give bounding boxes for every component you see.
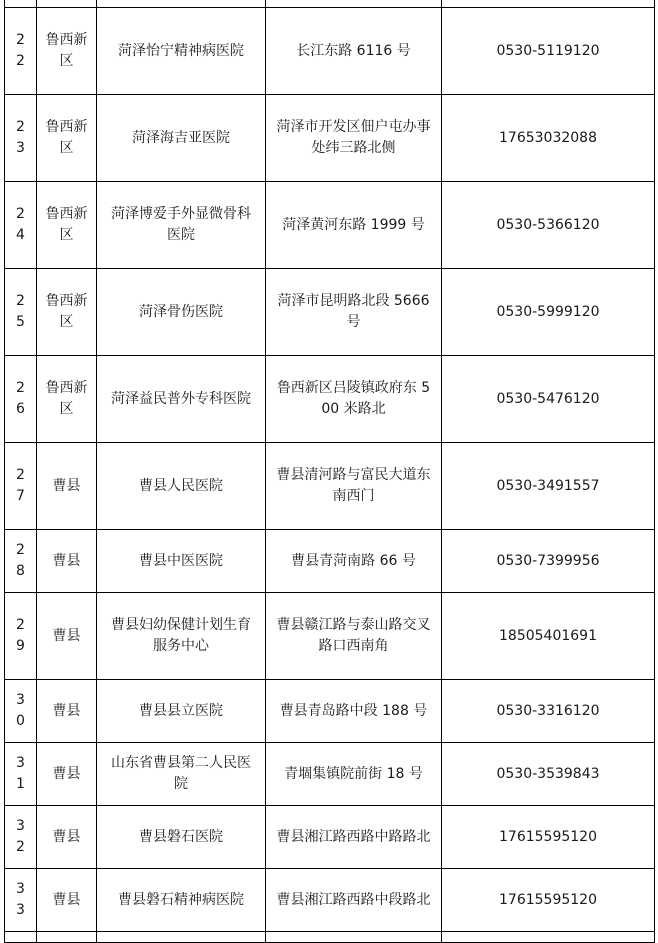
address-cell: 曹县青岛路中段 188 号 — [266, 680, 442, 743]
hospital-name-cell: 菏泽益民普外专科医院 — [97, 356, 266, 443]
row-number: 22 — [5, 8, 37, 95]
district-cell: 曹县 — [37, 443, 97, 530]
row-number: 31 — [5, 743, 37, 806]
district-cell: 曹县 — [37, 743, 97, 806]
phone-cell: 0530-5119120 — [442, 8, 655, 95]
table-row — [5, 443, 655, 530]
phone-cell: 0530-3491557 — [442, 443, 655, 530]
phone-cell: 17653032088 — [442, 95, 655, 182]
phone-cell: 0530-7399956 — [442, 530, 655, 593]
address-cell: 曹县湘江路西路中段路北 — [266, 869, 442, 932]
phone-cell: 17615595120 — [442, 806, 655, 869]
hospital-name-cell: 曹县县立医院 — [97, 680, 266, 743]
row-number: 25 — [5, 269, 37, 356]
table-row — [5, 269, 655, 356]
table-row — [5, 743, 655, 806]
phone-cell: 0530-5366120 — [442, 182, 655, 269]
hospital-name-cell: 菏泽怡宁精神病医院 — [97, 8, 266, 95]
hospital-name-cell: 曹县磐石医院 — [97, 806, 266, 869]
table-cell — [37, 932, 97, 943]
phone-cell: 18505401691 — [442, 593, 655, 680]
hospital-name-cell: 曹县磐石精神病医院 — [97, 869, 266, 932]
table-cell — [5, 932, 37, 943]
phone-cell: 0530-3539843 — [442, 743, 655, 806]
table-row — [5, 530, 655, 593]
table-cell — [266, 0, 442, 8]
hospital-name-cell: 菏泽骨伤医院 — [97, 269, 266, 356]
table-row-partial-bottom — [5, 932, 655, 943]
table-row — [5, 869, 655, 932]
address-cell: 曹县赣江路与泰山路交叉路口西南角 — [266, 593, 442, 680]
table-row — [5, 182, 655, 269]
table-row — [5, 356, 655, 443]
table-cell — [97, 0, 266, 8]
row-number: 27 — [5, 443, 37, 530]
district-cell: 鲁西新区 — [37, 356, 97, 443]
row-number: 33 — [5, 869, 37, 932]
table-cell — [266, 932, 442, 943]
district-cell: 鲁西新区 — [37, 182, 97, 269]
row-number: 24 — [5, 182, 37, 269]
district-cell: 鲁西新区 — [37, 8, 97, 95]
address-cell: 曹县湘江路西路中路路北 — [266, 806, 442, 869]
table-row — [5, 593, 655, 680]
district-cell: 鲁西新区 — [37, 95, 97, 182]
address-cell: 鲁西新区吕陵镇政府东 500 米路北 — [266, 356, 442, 443]
table-row — [5, 680, 655, 743]
phone-cell: 0530-5999120 — [442, 269, 655, 356]
district-cell: 曹县 — [37, 680, 97, 743]
row-number: 26 — [5, 356, 37, 443]
address-cell: 菏泽市开发区佃户屯办事处纬三路北侧 — [266, 95, 442, 182]
table-cell — [5, 0, 37, 8]
district-cell: 曹县 — [37, 869, 97, 932]
hospital-name-cell: 曹县中医医院 — [97, 530, 266, 593]
hospital-name-cell: 菏泽博爱手外显微骨科医院 — [97, 182, 266, 269]
row-number: 23 — [5, 95, 37, 182]
district-cell: 鲁西新区 — [37, 269, 97, 356]
table-row-partial-top — [5, 0, 655, 8]
table-cell — [37, 0, 97, 8]
district-cell: 曹县 — [37, 806, 97, 869]
table-cell — [97, 932, 266, 943]
table-row — [5, 8, 655, 95]
row-number: 30 — [5, 680, 37, 743]
table-cell — [442, 932, 655, 943]
phone-cell: 17615595120 — [442, 869, 655, 932]
address-cell: 长江东路 6116 号 — [266, 8, 442, 95]
phone-cell: 0530-3316120 — [442, 680, 655, 743]
hospital-table — [4, 0, 655, 943]
district-cell: 曹县 — [37, 530, 97, 593]
address-cell: 曹县青菏南路 66 号 — [266, 530, 442, 593]
district-cell: 曹县 — [37, 593, 97, 680]
address-cell: 曹县清河路与富民大道东南西门 — [266, 443, 442, 530]
address-cell: 青堌集镇院前街 18 号 — [266, 743, 442, 806]
table-cell — [442, 0, 655, 8]
table-row — [5, 95, 655, 182]
phone-cell: 0530-5476120 — [442, 356, 655, 443]
hospital-name-cell: 菏泽海吉亚医院 — [97, 95, 266, 182]
hospital-name-cell: 曹县人民医院 — [97, 443, 266, 530]
hospital-name-cell: 曹县妇幼保健计划生育服务中心 — [97, 593, 266, 680]
address-cell: 菏泽市昆明路北段 5666 号 — [266, 269, 442, 356]
hospital-name-cell: 山东省曹县第二人民医院 — [97, 743, 266, 806]
row-number: 29 — [5, 593, 37, 680]
row-number: 32 — [5, 806, 37, 869]
table-row — [5, 806, 655, 869]
address-cell: 菏泽黄河东路 1999 号 — [266, 182, 442, 269]
row-number: 28 — [5, 530, 37, 593]
